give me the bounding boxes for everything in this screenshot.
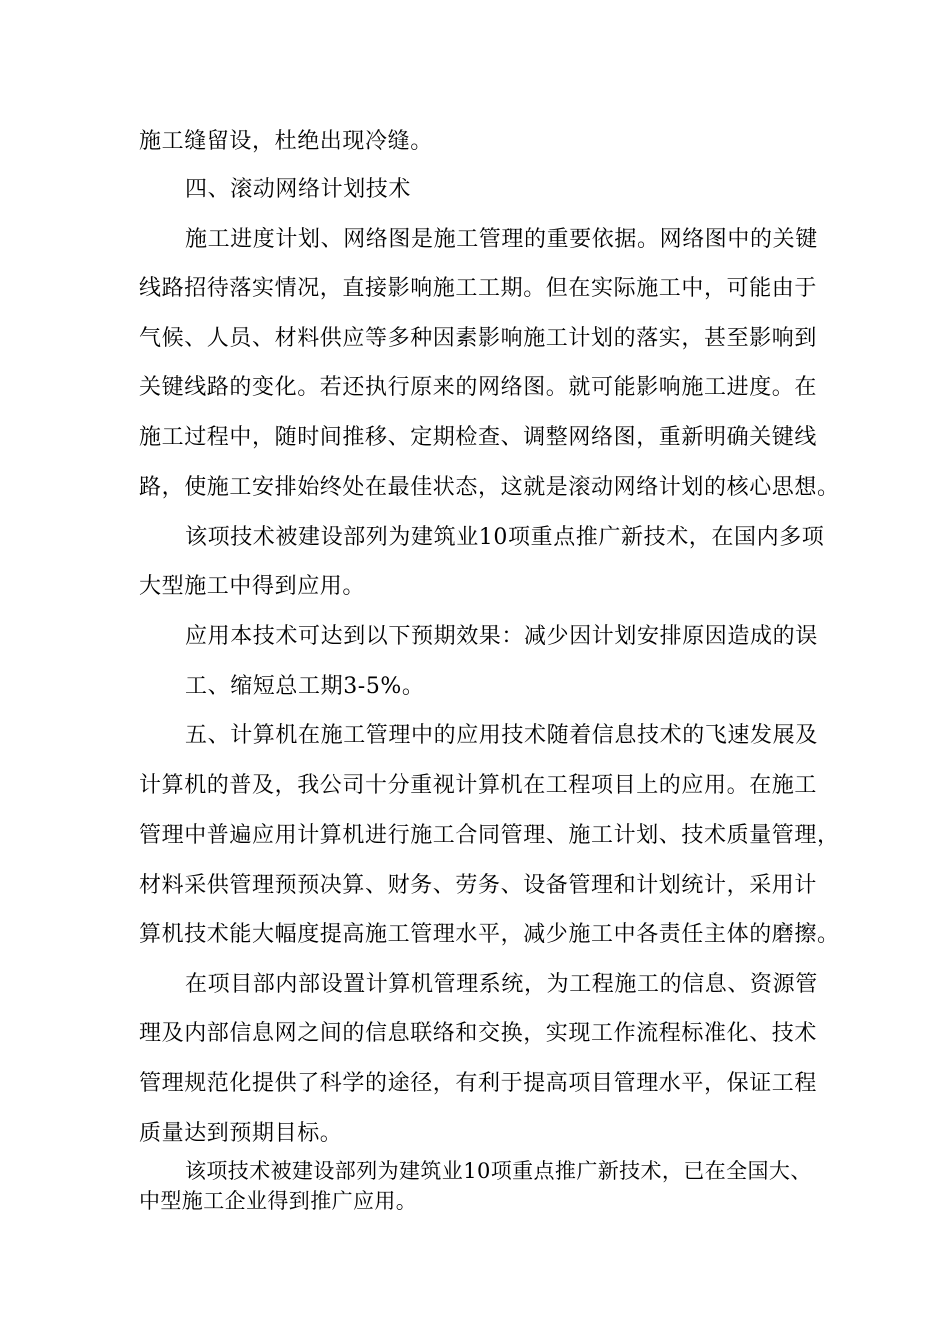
text-line: 施工过程中，随时间推移、定期检查、调整网络图，重新明确关键线	[139, 425, 818, 450]
text-line: 该项技术被建设部列为建筑业10项重点推广新技术，在国内多项	[185, 525, 825, 550]
text-line: 质量达到预期目标。	[139, 1121, 343, 1146]
text-line: 大型施工中得到应用。	[139, 574, 366, 599]
section-heading: 五、计算机在施工管理中的应用技术随着信息技术的飞速发展及	[185, 723, 818, 748]
text-line: 在项目部内部设置计算机管理系统，为工程施工的信息、资源管	[185, 972, 818, 997]
text-line: 应用本技术可达到以下预期效果：减少因计划安排原因造成的误	[185, 624, 818, 649]
text-line: 线路招待落实情况，直接影响施工工期。但在实际施工中，可能由于	[139, 276, 818, 301]
section-heading: 四、滚动网络计划技术	[185, 177, 412, 202]
text-line: 计算机的普及，我公司十分重视计算机在工程项目上的应用。在施工	[139, 773, 818, 798]
text-line: 气候、人员、材料供应等多种因素影响施工计划的落实，甚至影响到	[139, 326, 818, 351]
text-line: 管理中普遍应用计算机进行施工合同管理、施工计划、技术质量管理，	[139, 823, 840, 848]
text-line: 材料采供管理预预决算、财务、劳务、设备管理和计划统计，采用计	[139, 873, 818, 898]
text-line: 路，使施工安排始终处在最佳状态，这就是滚动网络计划的核心思想。	[139, 475, 840, 500]
text-line: 关键线路的变化。若还执行原来的网络图。就可能影响施工进度。在	[139, 375, 818, 400]
text-line: 理及内部信息网之间的信息联络和交换，实现工作流程标准化、技术	[139, 1021, 818, 1046]
text-line: 施工进度计划、网络图是施工管理的重要依据。网络图中的关键	[185, 227, 818, 252]
text-line: 工、缩短总工期3-5%。	[185, 674, 425, 699]
text-line: 中型施工企业得到推广应用。	[139, 1189, 418, 1213]
text-line: 管理规范化提供了科学的途径，有利于提高项目管理水平，保证工程	[139, 1071, 818, 1096]
text-line: 施工缝留设，杜绝出现冷缝。	[139, 129, 433, 154]
text-line: 算机技术能大幅度提高施工管理水平，减少施工中各责任主体的磨擦。	[139, 922, 840, 947]
text-line: 该项技术被建设部列为建筑业10项重点推广新技术，已在全国大、	[185, 1159, 812, 1183]
